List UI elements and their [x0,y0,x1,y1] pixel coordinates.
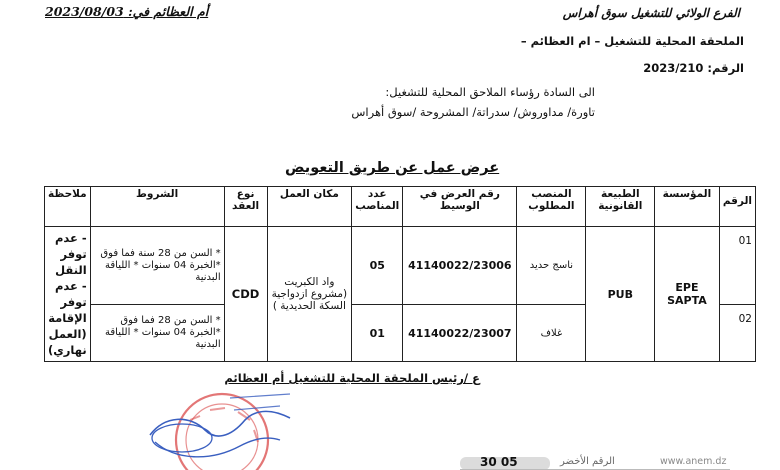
header-conditions: الشروط [90,187,224,227]
count-cell: 05 [352,227,403,305]
website-link[interactable]: www.anem.dz [660,456,727,467]
signature-line: ع /رئيس الملحقة المحلية للتشغيل أم العظائم [224,371,480,385]
header-offer-ref: رقم العرض في الوسيط [403,187,517,227]
header-institution: المؤسسة [655,187,720,227]
green-number: 30 05 [480,455,518,469]
header-count: عدد المناصب [352,187,403,227]
conditions-cell: * السن من 28 فما فوق *الخبرة 04 سنوات * اللياقة البدنية [90,305,224,362]
agency-name: الملحقة المحلية للتشغيل – ام العظائم – [520,34,744,48]
legal-cell: PUB [586,227,655,362]
header-legal: الطبيعة القانونية [586,187,655,227]
header-post: المنصب المطلوب [517,187,586,227]
official-stamp-signature [130,380,300,470]
row-num: 01 [719,227,755,305]
contract-cell: CDD [224,227,267,362]
green-number-label: الرقم الأخضر [560,456,615,467]
header-notes: ملاحظة [45,187,91,227]
header-num: الرقم [719,187,755,227]
branch-header: الفرع الولائي للتشغيل سوق أهراس [562,6,740,20]
header-contract: نوع العقد [224,187,267,227]
addressee-cities: تاورة/ مداوروش/ سدراتة/ المشروحة /سوق أهراس [351,105,595,119]
header-place: مكان العمل [267,187,352,227]
institution-cell: EPE SAPTA [655,227,720,362]
count-cell: 01 [352,305,403,362]
post-cell: غلاف [517,305,586,362]
offer-ref-cell: 41140022/23006 [403,227,517,305]
date-line: أم العظائم في: 2023/08/03 [45,4,209,19]
table-header-row [45,187,756,227]
conditions-cell: * السن من 28 سنة فما فوق *الخبرة 04 سنوات * اللياقة البدنية [90,227,224,305]
table-row [45,227,756,305]
offer-ref-cell: 41140022/23007 [403,305,517,362]
post-cell: ناسج حديد [517,227,586,305]
notes-cell: - عدم توفر النقل - عدم توفر الإقامة (العمل نهاري) [45,227,91,362]
place-cell: واد الكبريت (مشروع ازدواجية السكة الحديدية ) [267,227,352,362]
addressee-line: الى السادة رؤساء الملاحق المحلية للتشغيل: [385,85,595,99]
offer-title: عرض عمل عن طريق التعويض [285,160,500,176]
reference-number: الرقم: 2023/210 [643,61,744,75]
row-num: 02 [719,305,755,362]
job-offer-table [44,186,756,362]
